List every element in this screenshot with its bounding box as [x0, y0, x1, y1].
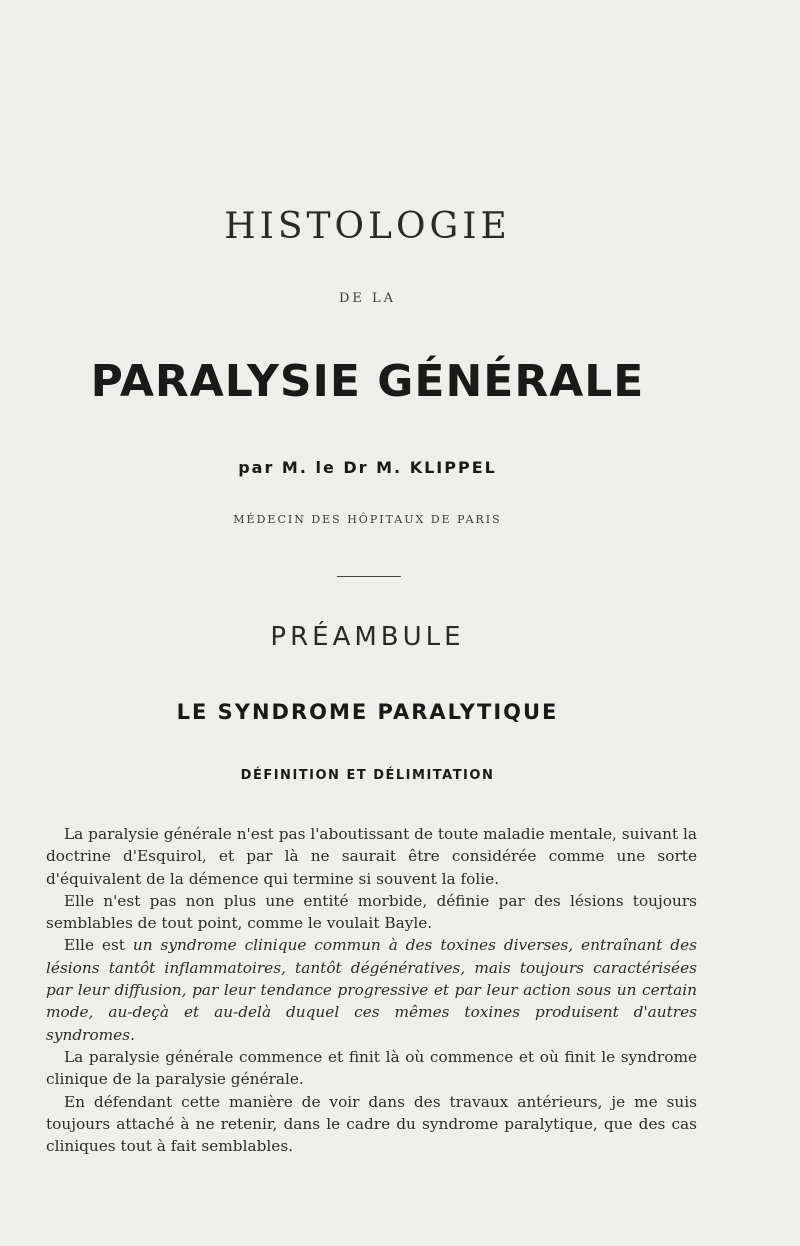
paragraph-3 — [46, 934, 697, 1045]
author-affiliation: MÉDECIN DES HÔPITAUX DE PARIS — [233, 513, 502, 526]
paragraph-5: En défendant cette manière de voir dans des travaux antérieurs, je me suis toujours attaché à ne retenir, dans le cadre du syndrome paralytique, que des cas cliniques tout à fait semblables. — [46, 1092, 697, 1156]
page-subtitle: PARALYSIE GÉNÉRALE — [90, 356, 645, 407]
body-text — [46, 823, 697, 1157]
paragraph-3-italic-definition: un syndrome clinique commun à des toxines diverses, entraînant des lésions tantôt inflammatoires, tantôt dégénératives, mais toujours caractérisées par leur diffusion, par leur tendance progressive et par leur action sous un certain mode, au-deçà et au-delà duquel ces mêmes toxines produisent d'autres syndromes. — [46, 936, 698, 1044]
paragraph-2: Elle n'est pas non plus une entité morbide, définie par des lésions toujours semblables de tout point, comme le voulait Bayle. — [46, 891, 697, 933]
paragraph-3-lead: Elle est — [64, 936, 133, 955]
author-line: par M. le Dr M. KLIPPEL — [238, 458, 497, 477]
chapter-subtitle: DÉFINITION ET DÉLIMITATION — [240, 768, 495, 783]
paragraph-1: La paralysie générale n'est pas l'aboutissant de toute maladie mentale, suivant la doctrine d'Esquirol, et par là ne saurait être considérée comme une sorte d'équivalent de la démence qui termine si souvent la folie. — [46, 825, 697, 888]
page-title: HISTOLOGIE — [224, 206, 511, 247]
section-divider — [337, 576, 401, 577]
chapter-title: LE SYNDROME PARALYTIQUE — [176, 700, 559, 724]
paragraph-4: La paralysie générale commence et finit là où commence et où finit le syndrome clinique de la paralysie générale. — [46, 1047, 697, 1089]
section-heading: PRÉAMBULE — [270, 622, 465, 652]
title-connector: DE LA — [338, 291, 397, 306]
